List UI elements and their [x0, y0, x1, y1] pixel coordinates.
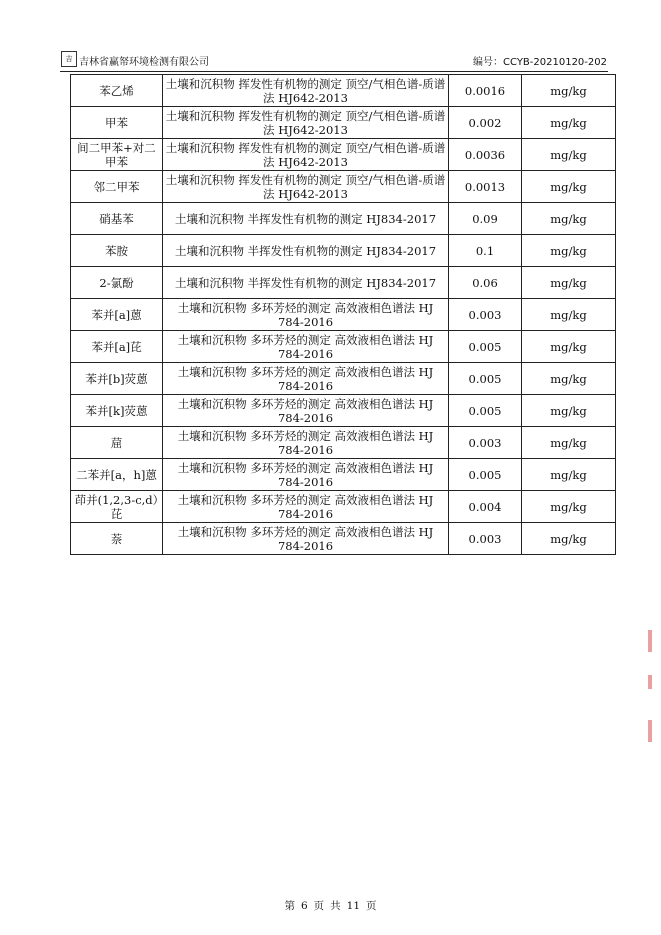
analyte-name-cell: 甲苯 — [71, 107, 163, 139]
detection-limit-cell: 0.005 — [449, 459, 522, 491]
footer-word-ye-2: 页 — [366, 900, 377, 912]
unit-cell: mg/kg — [522, 267, 616, 299]
seal-edge-mark — [648, 720, 652, 742]
table-row — [71, 363, 616, 395]
table-body — [71, 75, 616, 555]
analyte-name-cell: 苯乙烯 — [71, 75, 163, 107]
detection-limit-cell: 0.005 — [449, 395, 522, 427]
analyte-name-cell: 苯并[k]荧蒽 — [71, 395, 163, 427]
analyte-name-cell: 苯并[a]蒽 — [71, 299, 163, 331]
test-method-cell: 土壤和沉积物 多环芳烃的测定 高效液相色谱法 HJ 784-2016 — [163, 459, 449, 491]
analyte-name-cell: 二苯并[a，h]蒽 — [71, 459, 163, 491]
detection-limit-cell: 0.06 — [449, 267, 522, 299]
footer-total-pages: 11 — [346, 900, 361, 912]
test-method-cell: 土壤和沉积物 挥发性有机物的测定 顶空/气相色谱-质谱法 HJ642-2013 — [163, 107, 449, 139]
seal-edge-mark — [648, 675, 652, 689]
table-row — [71, 459, 616, 491]
detection-limit-cell: 0.005 — [449, 363, 522, 395]
table-row — [71, 491, 616, 523]
page-footer — [0, 898, 661, 913]
unit-cell: mg/kg — [522, 235, 616, 267]
test-method-cell: 土壤和沉积物 挥发性有机物的测定 顶空/气相色谱-质谱法 HJ642-2013 — [163, 171, 449, 203]
analyte-name-cell: 2-氯酚 — [71, 267, 163, 299]
footer-word-ye: 页 — [313, 900, 325, 912]
table-row — [71, 235, 616, 267]
unit-cell: mg/kg — [522, 523, 616, 555]
footer-word-gong: 共 — [330, 900, 341, 912]
test-method-cell: 土壤和沉积物 多环芳烃的测定 高效液相色谱法 HJ 784-2016 — [163, 395, 449, 427]
analyte-name-cell: 邻二甲苯 — [71, 171, 163, 203]
table-row — [71, 523, 616, 555]
test-method-cell: 土壤和沉积物 半挥发性有机物的测定 HJ834-2017 — [163, 235, 449, 267]
document-number — [473, 53, 607, 68]
table-row — [71, 267, 616, 299]
table-row — [71, 331, 616, 363]
unit-cell: mg/kg — [522, 395, 616, 427]
test-method-cell: 土壤和沉积物 多环芳烃的测定 高效液相色谱法 HJ 784-2016 — [163, 299, 449, 331]
test-method-cell: 土壤和沉积物 半挥发性有机物的测定 HJ834-2017 — [163, 267, 449, 299]
table-row — [71, 139, 616, 171]
table-row — [71, 75, 616, 107]
unit-cell: mg/kg — [522, 491, 616, 523]
unit-cell: mg/kg — [522, 171, 616, 203]
unit-cell: mg/kg — [522, 427, 616, 459]
analyte-name-cell: 萘 — [71, 523, 163, 555]
test-method-cell: 土壤和沉积物 挥发性有机物的测定 顶空/气相色谱-质谱法 HJ642-2013 — [163, 139, 449, 171]
table-row — [71, 203, 616, 235]
analyte-name-cell: 苯并[b]荧蒽 — [71, 363, 163, 395]
detection-limit-cell: 0.0016 — [449, 75, 522, 107]
table-row — [71, 395, 616, 427]
unit-cell: mg/kg — [522, 331, 616, 363]
table-row — [71, 299, 616, 331]
detection-limits-table — [70, 74, 616, 555]
test-method-cell: 土壤和沉积物 多环芳烃的测定 高效液相色谱法 HJ 784-2016 — [163, 523, 449, 555]
analyte-name-cell: 硝基苯 — [71, 203, 163, 235]
unit-cell: mg/kg — [522, 459, 616, 491]
company-name: 吉林省赢帑环境检测有限公司 — [79, 57, 209, 68]
detection-limit-cell: 0.0036 — [449, 139, 522, 171]
test-method-cell: 土壤和沉积物 多环芳烃的测定 高效液相色谱法 HJ 784-2016 — [163, 491, 449, 523]
test-method-cell: 土壤和沉积物 多环芳烃的测定 高效液相色谱法 HJ 784-2016 — [163, 363, 449, 395]
seal-edge-mark — [648, 630, 652, 652]
detection-limit-cell: 0.002 — [449, 107, 522, 139]
footer-word-di: 第 — [284, 900, 295, 912]
analyte-name-cell: 苯并[a]芘 — [71, 331, 163, 363]
footer-page-number: 6 — [300, 900, 308, 912]
detection-limit-cell: 0.0013 — [449, 171, 522, 203]
document-number-value: CCYB-20210120-202 — [503, 57, 607, 68]
unit-cell: mg/kg — [522, 299, 616, 331]
unit-cell: mg/kg — [522, 363, 616, 395]
detection-limit-cell: 0.005 — [449, 331, 522, 363]
table-row — [71, 427, 616, 459]
test-method-cell: 土壤和沉积物 多环芳烃的测定 高效液相色谱法 HJ 784-2016 — [163, 331, 449, 363]
detection-limit-cell: 0.003 — [449, 427, 522, 459]
page-header — [60, 49, 608, 72]
detection-limit-cell: 0.004 — [449, 491, 522, 523]
analyte-name-cell: 苯胺 — [71, 235, 163, 267]
table-row — [71, 171, 616, 203]
unit-cell: mg/kg — [522, 75, 616, 107]
test-method-cell: 土壤和沉积物 多环芳烃的测定 高效液相色谱法 HJ 784-2016 — [163, 427, 449, 459]
analyte-name-cell: 茚并(1,2,3-c,d）芘 — [71, 491, 163, 523]
unit-cell: mg/kg — [522, 107, 616, 139]
detection-limit-cell: 0.003 — [449, 299, 522, 331]
unit-cell: mg/kg — [522, 203, 616, 235]
detection-limit-cell: 0.09 — [449, 203, 522, 235]
table-row — [71, 107, 616, 139]
test-method-cell: 土壤和沉积物 挥发性有机物的测定 顶空/气相色谱-质谱法 HJ642-2013 — [163, 75, 449, 107]
test-method-cell: 土壤和沉积物 半挥发性有机物的测定 HJ834-2017 — [163, 203, 449, 235]
unit-cell: mg/kg — [522, 139, 616, 171]
analyte-name-cell: 䓛 — [71, 427, 163, 459]
detection-limit-cell: 0.003 — [449, 523, 522, 555]
analyte-name-cell: 间二甲苯+对二甲苯 — [71, 139, 163, 171]
company-logo-icon: 吉 — [61, 51, 77, 67]
document-number-label: 编号： — [473, 57, 504, 68]
detection-limit-cell: 0.1 — [449, 235, 522, 267]
